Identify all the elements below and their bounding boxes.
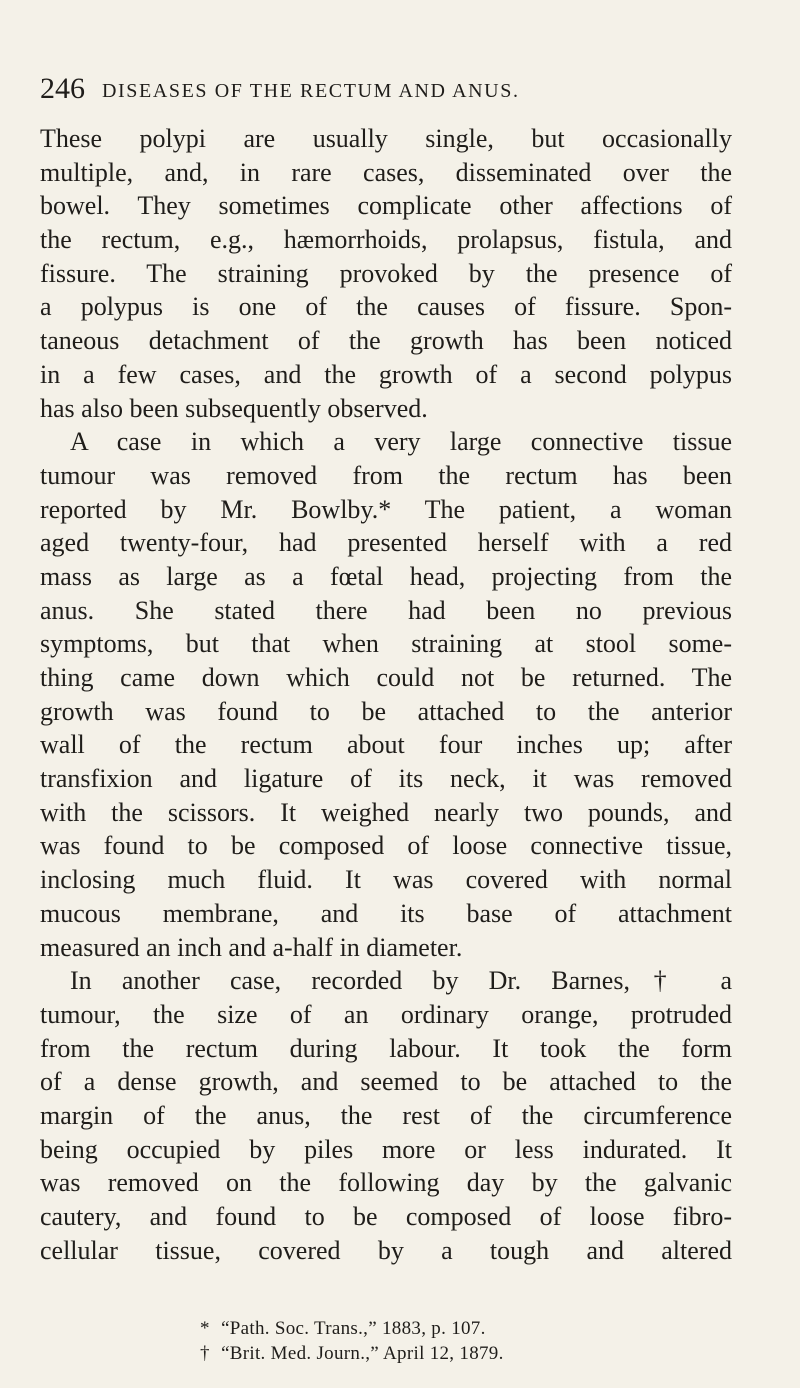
text-line: taneous detachment of the growth has been noticed xyxy=(40,326,732,356)
text-line: anus. She stated there had been no previous xyxy=(40,595,732,625)
text-line: measured an inch and a-half in diameter. xyxy=(40,932,463,962)
text-line: bowel. They sometimes complicate other affections of xyxy=(40,191,732,221)
footnote-mark: † xyxy=(200,1343,210,1364)
text-line: from the rectum during labour. It took the form xyxy=(40,1033,732,1063)
footnotes xyxy=(200,1316,760,1366)
text-line: was found to be composed of loose connective tissue, xyxy=(40,831,732,861)
text-line: of a dense growth, and seemed to be attached to the xyxy=(40,1067,732,1097)
text-line: tumour, the size of an ordinary orange, protruded xyxy=(40,999,732,1029)
text-line: tumour was removed from the rectum has been xyxy=(40,460,732,490)
text-line: a polypus is one of the causes of fissure. Spon- xyxy=(40,292,732,322)
text-line: margin of the anus, the rest of the circumference xyxy=(40,1100,732,1130)
text-line: These polypi are usually single, but occasionally xyxy=(40,124,732,153)
text-line: mucous membrane, and its base of attachment xyxy=(40,898,732,928)
footnote-text: “Brit. Med. Journ.,” April 12, 1879. xyxy=(221,1343,504,1364)
text-line: In another case, recorded by Dr. Barnes,† a xyxy=(70,966,732,996)
body-text xyxy=(40,122,732,1267)
text-line: transfixion and ligature of its neck, it was removed xyxy=(40,764,732,794)
text-line: in a few cases, and the growth of a second polypus xyxy=(40,359,732,389)
text-line: A case in which a very large connective tissue xyxy=(70,427,732,457)
text-line: cellular tissue, covered by a tough and altered xyxy=(40,1235,732,1265)
text-line: inclosing much fluid. It was covered with normal xyxy=(40,865,732,895)
page-header xyxy=(40,72,760,112)
text-line: being occupied by piles more or less indurated. It xyxy=(40,1134,732,1164)
running-head: DISEASES OF THE RECTUM AND ANUS. xyxy=(102,80,520,102)
text-line: multiple, and, in rare cases, disseminated over the xyxy=(40,157,732,187)
text-line: symptoms, but that when straining at stool some- xyxy=(40,629,732,659)
text-line: thing came down which could not be returned. The xyxy=(40,663,732,692)
page-number: 246 xyxy=(40,72,85,105)
text-line: with the scissors. It weighed nearly two pounds, and xyxy=(40,797,732,827)
footnote xyxy=(200,1341,760,1366)
text-line: the rectum, e.g., hæmorrhoids, prolapsus, fistula, and xyxy=(40,225,732,255)
text-line: wall of the rectum about four inches up; after xyxy=(40,730,732,760)
footnote xyxy=(200,1316,760,1341)
text-line: cautery, and found to be composed of loose fibro- xyxy=(40,1202,732,1231)
footnote-text: “Path. Soc. Trans.,” 1883, p. 107. xyxy=(221,1318,486,1339)
text-line: aged twenty-four, had presented herself with a red xyxy=(40,528,732,558)
text-line: has also been subsequently observed. xyxy=(40,393,428,423)
text-line: was removed on the following day by the galvanic xyxy=(40,1168,732,1198)
text-line: reported by Mr. Bowlby.* The patient, a woman xyxy=(40,494,732,524)
footnote-mark: * xyxy=(200,1318,210,1339)
text-line: fissure. The straining provoked by the presence of xyxy=(40,258,732,288)
text-line: mass as large as a fœtal head, projecting from the xyxy=(40,561,732,591)
text-line: growth was found to be attached to the anterior xyxy=(40,696,732,726)
